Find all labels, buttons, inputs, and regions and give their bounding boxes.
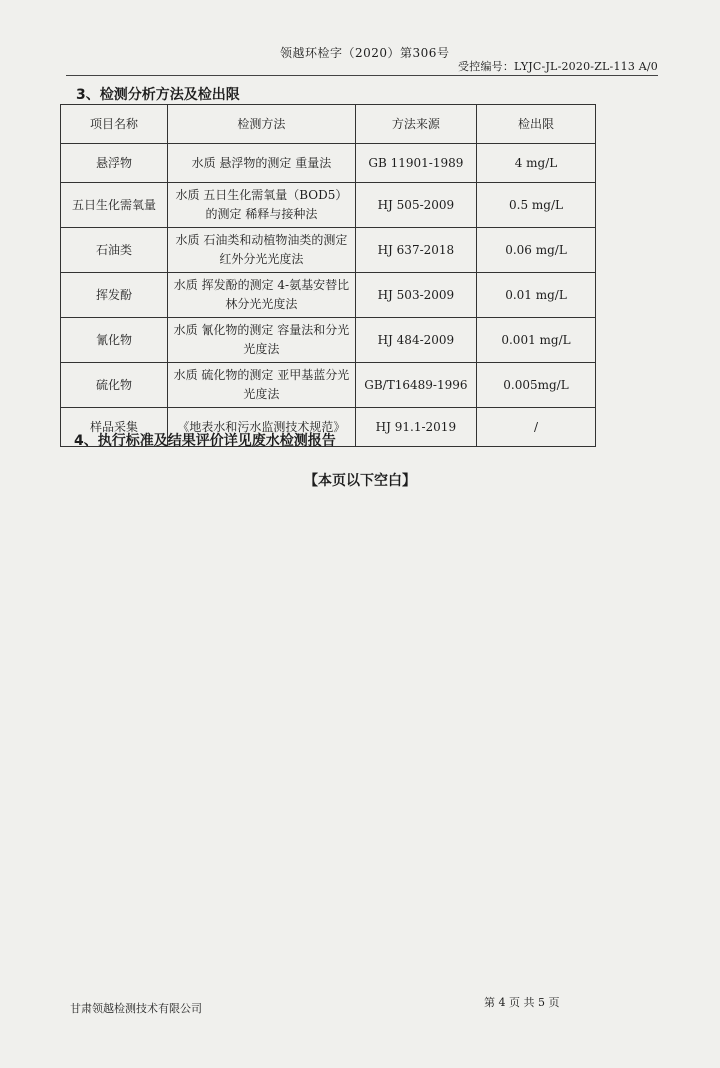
cell-name: 氰化物 [61, 318, 168, 363]
cell-method: 《地表水和污水监测技术规范》 [168, 408, 356, 447]
cell-name: 样品采集 [61, 408, 168, 447]
report-number: 领越环检字（2020）第306号 [280, 46, 450, 60]
table-header-row [61, 105, 596, 144]
cell-source: HJ 505-2009 [355, 183, 476, 228]
table-row [61, 363, 596, 408]
cell-source: HJ 484-2009 [355, 318, 476, 363]
table-row [61, 318, 596, 363]
section-4-title: 4、执行标准及结果评价详见废水检测报告 [74, 433, 336, 449]
cell-limit: 0.06 mg/L [476, 228, 595, 273]
cell-limit: / [476, 408, 595, 447]
cell-name: 硫化物 [61, 363, 168, 408]
cell-method: 水质 五日生化需氧量（BOD5）的测定 稀释与接种法 [168, 183, 356, 228]
cell-limit: 0.5 mg/L [476, 183, 595, 228]
section-3-title: 3、检测分析方法及检出限 [76, 87, 240, 103]
cell-source: GB 11901-1989 [355, 144, 476, 183]
cell-source: HJ 637-2018 [355, 228, 476, 273]
cell-source: GB/T16489-1996 [355, 363, 476, 408]
table-row [61, 183, 596, 228]
cell-limit: 0.001 mg/L [476, 318, 595, 363]
footer-company: 甘肃领越检测技术有限公司 [70, 1002, 202, 1015]
column-header-method: 检测方法 [168, 105, 356, 144]
control-number: 受控编号：LYJC-JL-2020-ZL-113 A/0 [458, 60, 658, 73]
cell-name: 五日生化需氧量 [61, 183, 168, 228]
column-header-limit: 检出限 [476, 105, 595, 144]
cell-method: 水质 氰化物的测定 容量法和分光光度法 [168, 318, 356, 363]
cell-limit: 0.005mg/L [476, 363, 595, 408]
cell-limit: 4 mg/L [476, 144, 595, 183]
cell-method: 水质 硫化物的测定 亚甲基蓝分光光度法 [168, 363, 356, 408]
table-row [61, 228, 596, 273]
cell-method: 水质 悬浮物的测定 重量法 [168, 144, 356, 183]
cell-limit: 0.01 mg/L [476, 273, 595, 318]
footer-page-number: 第 4 页 共 5 页 [484, 996, 560, 1009]
table-row [61, 144, 596, 183]
cell-source: HJ 91.1-2019 [355, 408, 476, 447]
cell-method: 水质 挥发酚的测定 4-氨基安替比林分光光度法 [168, 273, 356, 318]
methods-table [60, 104, 596, 447]
cell-name: 挥发酚 [61, 273, 168, 318]
blank-page-note: 【本页以下空白】 [304, 473, 416, 489]
table-row [61, 273, 596, 318]
header-rule [66, 75, 658, 76]
cell-name: 悬浮物 [61, 144, 168, 183]
column-header-name: 项目名称 [61, 105, 168, 144]
column-header-source: 方法来源 [355, 105, 476, 144]
cell-method: 水质 石油类和动植物油类的测定 红外分光光度法 [168, 228, 356, 273]
cell-source: HJ 503-2009 [355, 273, 476, 318]
cell-name: 石油类 [61, 228, 168, 273]
